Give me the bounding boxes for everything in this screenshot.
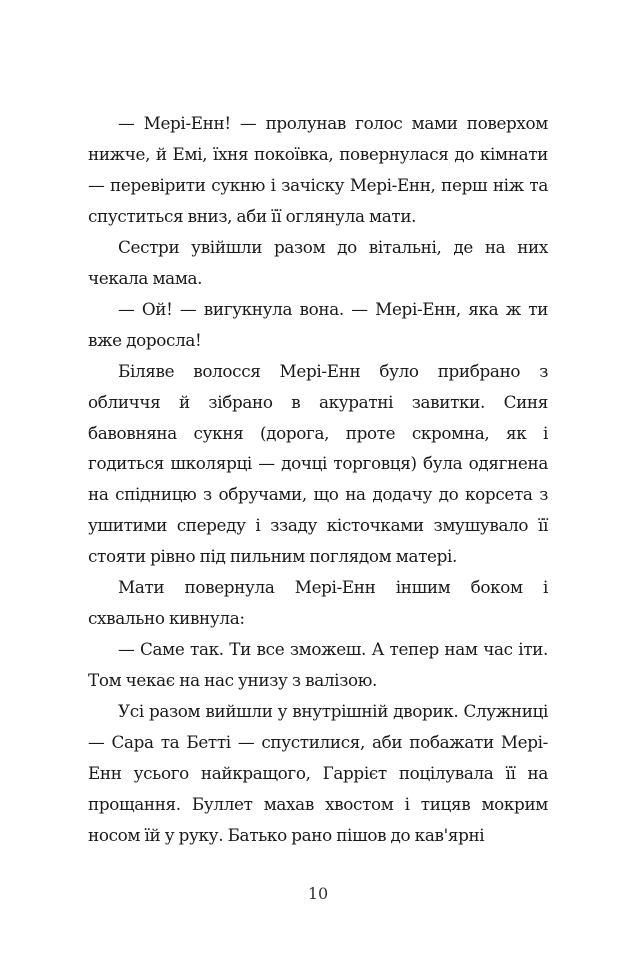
paragraph: Мати повернула Мері-Енн іншим боком і схвально кивнула:	[88, 577, 548, 629]
paragraph: — Саме так. Ти все зможеш. А тепер нам час іти. Том чекає на нас унизу з валізою.	[88, 639, 548, 691]
page-number: 10	[307, 884, 329, 903]
paragraph: Біляве волосся Мері-Енн було прибрано з обличчя й зібрано в акуратні завитки. Синя бавовняна сукня (дорога, проте скромна, як і годиться школярці — дочці торговця) була одягнена на спідницю з обручами, що на додачу до корсета з ушитими спереду і ззаду кісточками змушувало її стояти рівно під пильним поглядом матері.	[88, 360, 548, 567]
paragraph: — Ой! — вигукнула вона. — Мері-Енн, яка ж ти вже доросла!	[88, 298, 548, 350]
paragraph: — Мері-Енн! — пролунав голос мами поверхом нижче, й Емі, їхня покоївка, повернулася до кімнати — перевірити сукню і зачіску Мері-Енн, перш ніж та спуститься вниз, аби її оглянула мати.	[88, 113, 548, 226]
body-text	[88, 108, 548, 851]
paragraph: Усі разом вийшли у внутрішній дворик. Служниці — Сара та Бетті — спустилися, аби побажати Мері-Енн усього найкращого, Гаррієт поцілувала її на прощання. Буллет махав хвостом і тицяв мокрим носом їй у руку. Батько рано пішов до кав'ярні	[88, 701, 548, 845]
paragraph: Сестри увійшли разом до вітальні, де на них чекала мама.	[88, 236, 548, 288]
